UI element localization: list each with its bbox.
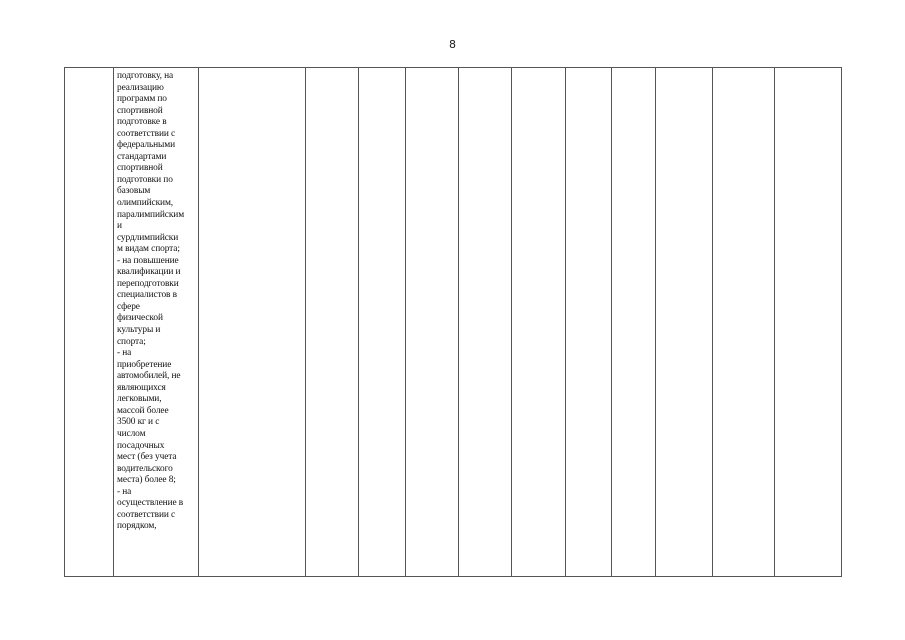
text-line: места) более 8; [117,475,176,486]
text-line: массой более [117,405,169,416]
table-cell-6 [406,68,459,577]
table-cell-8 [512,68,566,577]
text-line: паралимпийским [117,209,185,220]
table-cell-5 [359,68,406,577]
text-line: посадочных [117,440,165,451]
text-line: физической [117,313,163,324]
text-line: спорта; [117,336,146,347]
page-number: 8 [449,38,456,51]
text-line: - на [117,348,132,359]
text-line: водительского [117,463,173,474]
text-line: осуществление в [117,498,184,509]
text-line: федеральными [117,140,175,151]
text-line: легковыми, [117,394,162,405]
text-line: стандартами [117,151,167,162]
text-line: олимпийским, [117,198,174,209]
table-cell-9 [566,68,612,577]
table-cell-3 [199,68,306,577]
text-line: автомобилей, не [117,371,181,382]
text-line: квалификации и [117,267,181,278]
text-line: реализацию [117,82,164,93]
text-line: порядком, [117,521,157,532]
text-line: соответствии с [117,128,176,139]
table-cell-12 [713,68,775,577]
table-cell-7 [459,68,512,577]
text-line: числом [117,428,146,439]
text-line: подготовки по [117,174,173,185]
text-line: 3500 кг и с [117,417,160,428]
table-cell-1 [65,68,114,577]
text-line: соответствии с [117,509,176,520]
text-line: специалистов в [117,290,177,301]
table-cell-10 [612,68,656,577]
table-row [65,68,842,577]
text-line: подготовке в [117,117,167,128]
text-line: культуры и [117,325,161,336]
text-line: - на [117,486,132,497]
text-line: сфере [117,301,140,312]
text-line: базовым [117,186,151,197]
text-line: мест (без учета [117,452,177,463]
table-cell-2-text [114,68,199,577]
document-table [64,67,842,577]
table-cell-13 [775,68,842,577]
text-line: подготовку, на [117,71,174,81]
text-line: спортивной [117,163,163,174]
table-cell-4 [306,68,359,577]
text-line: - на повышение [117,255,179,266]
text-line: спортивной [117,105,163,116]
text-line: сурдлимпийски [117,232,179,243]
text-line: приобретение [117,359,172,370]
text-line: программ по [117,94,167,105]
text-line: переподготовки [117,278,179,289]
text-line: являющихся [117,382,166,393]
text-line: м видам спорта; [117,244,180,255]
table-cell-11 [656,68,713,577]
text-line: и [117,221,122,232]
